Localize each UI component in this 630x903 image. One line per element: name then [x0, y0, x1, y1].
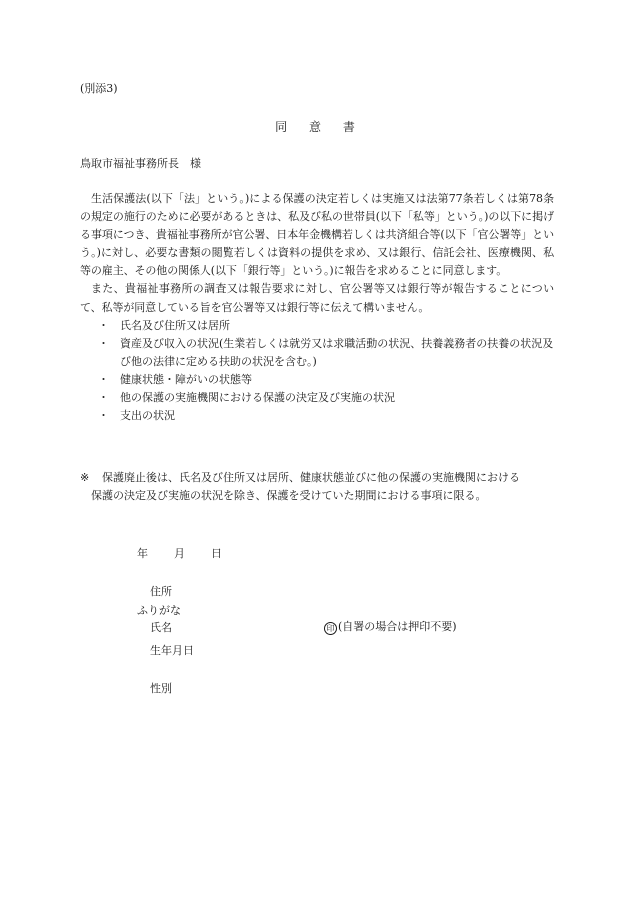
- bullet-icon: ・: [98, 391, 109, 405]
- list-item-text: 氏名及び住所又は居所: [120, 318, 230, 332]
- note-line-1: [80, 469, 554, 487]
- list-item-text: 資産及び収入の状況(生業若しくは就労又は求職活動の状況、扶養義務者の扶養の状況及び他の法律に定める扶助の状況を含む。): [120, 336, 554, 368]
- seal-note: (自署の場合は押印不要): [338, 620, 457, 633]
- title-char-3: 書: [342, 120, 355, 134]
- name-label: 氏名: [150, 621, 172, 634]
- list-item-text: 支出の状況: [120, 409, 175, 423]
- list-item: [80, 389, 554, 407]
- consent-paragraph-1: 生活保護法(以下「法」という。)による保護の決定若しくは実施又は法第77条若しくは第78条の規定の施行のために必要があるときは、私及び私の世帯員(以下「私等」という。)の以下に掲げる事項につき、貴福祉事務所が官公署、日本年金機構若しくは共済組合等(以下「官公署等」という。)に対し、必要な書類の閲覧若しくは資料の提供を求め、又は銀行、信託会社、医療機関、私等の雇主、その他の関係人(以下「銀行等」という。)に報告を求めることに同意します。: [80, 192, 554, 278]
- list-item: [80, 335, 554, 371]
- bullet-icon: ・: [98, 336, 109, 350]
- title-char-2: 意: [308, 120, 321, 134]
- addressee: 鳥取市福祉事務所長 様: [80, 157, 201, 170]
- date-field[interactable]: [137, 548, 222, 559]
- bullet-icon: ・: [98, 318, 109, 332]
- consent-paragraph-2: また、貴福祉事務所の調査又は報告要求に対し、官公署等又は銀行等が報告することについて、私等が同意している旨を官公署等又は銀行等に伝えて構いません。: [80, 282, 554, 314]
- date-year-label: 年: [137, 547, 148, 560]
- bullet-icon: ・: [98, 372, 109, 386]
- consent-body: [80, 190, 554, 425]
- note-line-2: 保護の決定及び実施の状況を除き、保護を受けていた期間における事項に限る。: [91, 489, 487, 503]
- list-item: [80, 407, 554, 425]
- list-item: [80, 371, 554, 389]
- document-title: [0, 121, 630, 133]
- note-text-1: 保護廃止後は、氏名及び住所又は居所、健康状態並びに他の保護の実施機関における: [102, 471, 520, 484]
- title-char-1: 同: [275, 120, 288, 134]
- list-item-text: 健康状態・障がいの状態等: [120, 372, 252, 386]
- furigana-label: ふりがな: [137, 604, 181, 617]
- seal-icon: 印: [324, 622, 337, 635]
- consent-items-list: [80, 317, 554, 426]
- bullet-icon: ・: [98, 409, 109, 423]
- list-item-text: 他の保護の実施機関における保護の決定及び実施の状況: [120, 391, 395, 405]
- note-mark: ※: [80, 471, 90, 484]
- sex-label: 性別: [150, 682, 172, 695]
- annex-label: (別添3): [80, 82, 118, 95]
- date-month-label: 月: [174, 547, 185, 560]
- post-termination-note: [80, 469, 554, 505]
- seal-area: [324, 621, 457, 635]
- birthdate-label: 生年月日: [150, 644, 194, 657]
- date-day-label: 日: [211, 547, 222, 560]
- list-item: [80, 317, 554, 335]
- address-label: 住所: [150, 585, 172, 598]
